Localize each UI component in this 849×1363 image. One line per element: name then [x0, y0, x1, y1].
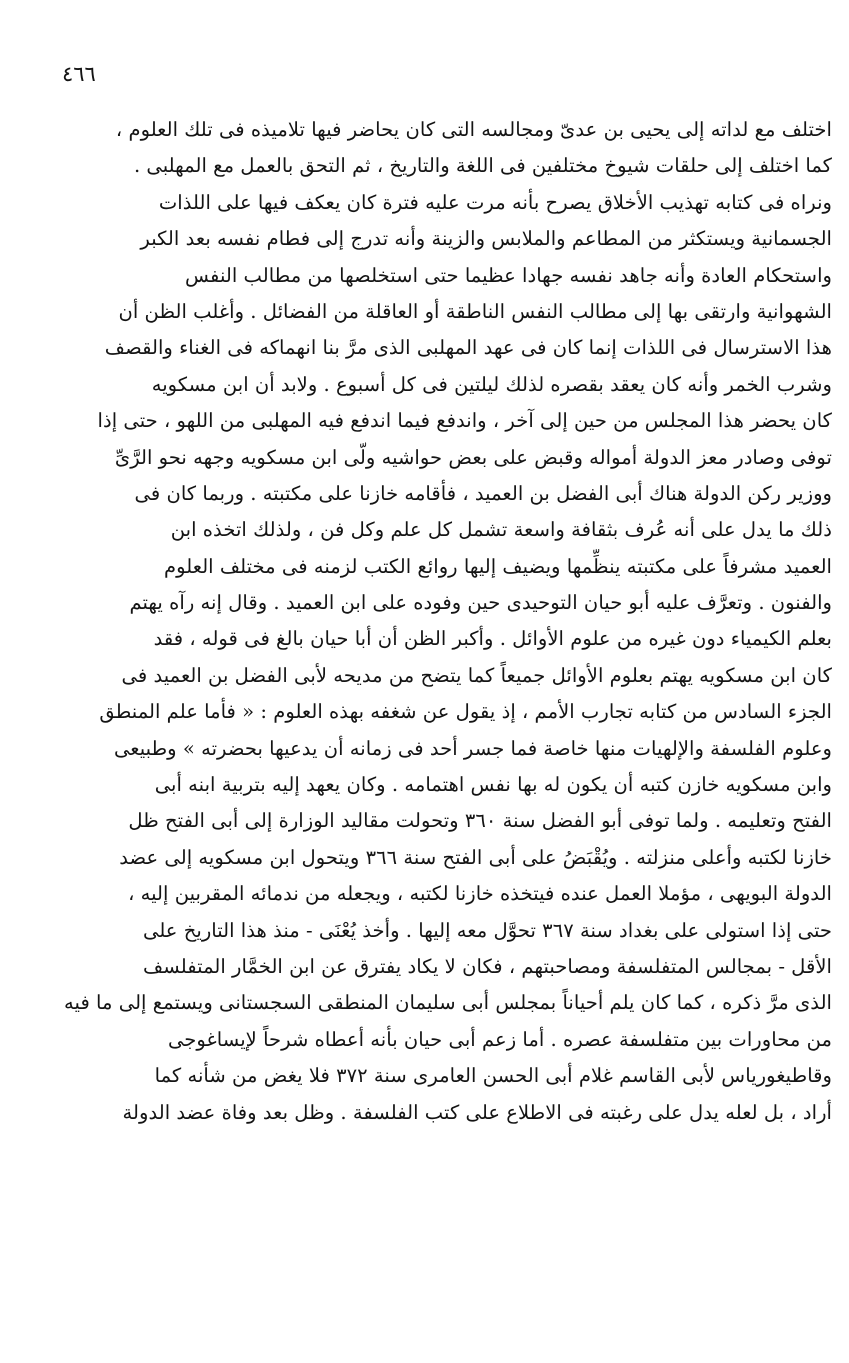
text-line: أراد ، بل لعله يدل على رغبته فى الاطلاع على كتب الفلسفة . وظل بعد وفاة عضد الدولة: [122, 1100, 832, 1124]
body-text: [56, 112, 832, 1131]
text-line: العميد مشرفاً على مكتبته ينظِّمها ويضيف إليها روائع الكتب لزمنه فى مختلف العلوم: [164, 554, 832, 578]
text-line: ووزير ركن الدولة هناك أبى الفضل بن العميد ، فأقامه خازنا على مكتبته . وربما كان فى: [134, 481, 832, 505]
text-line: الفتح وتعليمه . ولما توفى أبو الفضل سنة ٣٦٠ وتحولت مقاليد الوزارة إلى أبى الفتح ظل: [128, 809, 832, 833]
text-line: الشهوانية وارتقى بها إلى مطالب النفس الناطقة أو العاقلة من الفضائل . وأغلب الظن أن: [118, 299, 832, 323]
text-line: ذلك ما يدل على أنه عُرف بثقافة واسعة تشمل كل علم وكل فن ، ولذلك اتخذه ابن: [170, 518, 832, 542]
text-line: هذا الاسترسال فى اللذات إنما كان فى عهد المهلبى الذى مرَّ بنا انهماكه فى الغناء والقصف: [104, 336, 832, 360]
text-line: وعلوم الفلسفة والإلهيات منها خاصة فما جسر أحد فى زمانه أن يدعيها بحضرته » وطبيعى: [113, 736, 832, 760]
text-line: خازنا لكتبه وأعلى منزلته . ويُقْبَضُ على أبى الفتح سنة ٣٦٦ ويتحول ابن مسكويه إلى عضد: [119, 845, 832, 869]
text-line: اختلف مع لداته إلى يحيى بن عدىّ ومجالسه التى كان يحاضر فيها تلاميذه فى تلك العلوم ،: [115, 118, 832, 141]
text-line: من محاورات بين متفلسفة عصره . أما زعم أبى حيان بأنه أعطاه شرحاً لإيساغوجى: [167, 1027, 832, 1051]
text-line: الأقل - بمجالس المتفلسفة ومصاحبتهم ، فكان لا يكاد يفترق عن ابن الخمَّار المتفلسف: [143, 954, 832, 978]
text-line: الجسمانية ويستكثر من المطاعم والملابس والزينة وأنه تدرج إلى فطام نفسه بعد الكبر: [140, 227, 832, 251]
text-line: ونراه فى كتابه تهذيب الأخلاق يصرح بأنه مرت عليه فترة كان يعكف فيها على اللذات: [158, 190, 832, 214]
text-line: كان ابن مسكويه يهتم بعلوم الأوائل جميعاً كما يتضح من مديحه لأبى الفضل بن العميد فى: [121, 663, 832, 687]
text-line: كما اختلف إلى حلقات شيوخ مختلفين فى اللغة والتاريخ ، ثم التحق بالعمل مع المهلبى .: [133, 154, 832, 178]
text-line: الذى مرَّ ذكره ، كما كان يلم أحياناً بمجلس أبى سليمان المنطقى السجستانى ويستمع إلى ما فيه: [64, 991, 832, 1015]
page-number: ٤٦٦: [62, 62, 96, 86]
text-line: الدولة البويهى ، مؤملا العمل عنده فيتخذه خازنا لكتبه ، ويجعله من ندمائه المقربين إليه ،: [128, 882, 832, 906]
text-line: حتى إذا استولى على بغداد سنة ٣٦٧ تحوَّل معه إليها . وأخذ يُعْنَى - منذ هذا التاريخ على: [142, 918, 832, 942]
text-line: الجزء السادس من كتابه تجارب الأمم ، إذ يقول عن شغفه بهذه العلوم : « فأما علم المنطق: [99, 700, 832, 724]
text-line: واستحكام العادة وأنه جاهد نفسه جهادا عظيما حتى استخلصها من مطالب النفس: [185, 263, 832, 287]
text-line: وشرب الخمر وأنه كان يعقد بقصره لذلك ليلتين فى كل أسبوع . ولابد أن ابن مسكويه: [151, 372, 832, 396]
text-line: كان يحضر هذا المجلس من حين إلى آخر ، واندفع فيما اندفع فيه المهلبى من اللهو ، حتى إذا: [97, 409, 832, 433]
text-line: وابن مسكويه خازن كتبه أن يكون له بها نفس اهتمامه . وكان يعهد إليه بتربية ابنه أبى: [154, 773, 832, 797]
text-line: وقاطيغورياس لأبى القاسم غلام أبى الحسن العامرى سنة ٣٧٢ فلا يغض من شأنه كما: [154, 1064, 832, 1088]
text-line: بعلم الكيمياء دون غيره من علوم الأوائل . وأكبر الظن أن أبا حيان بالغ فى قوله ، فقد: [153, 627, 832, 651]
text-line: والفنون . وتعرَّف عليه أبو حيان التوحيدى حين وفوده على ابن العميد . وقال إنه رآه يهتم: [129, 591, 832, 615]
text-line: توفى وصادر معز الدولة أمواله وقبض على بعض حواشيه ولّى ابن مسكويه وجهه نحو الرَّىِّ: [114, 445, 832, 469]
